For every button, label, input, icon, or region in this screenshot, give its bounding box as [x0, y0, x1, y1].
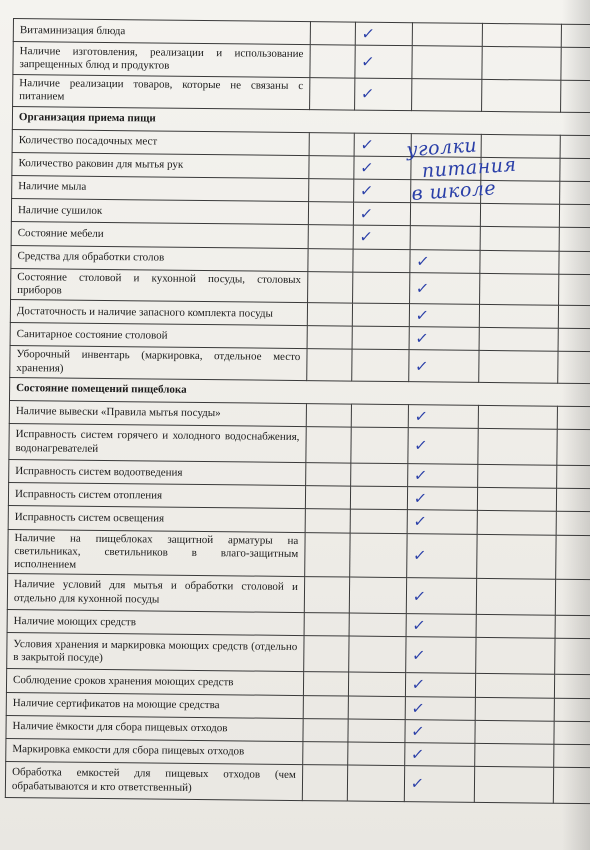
check-mark-icon: ✓ [414, 306, 430, 325]
mark-cell [411, 79, 482, 111]
check-mark-icon: ✓ [411, 546, 428, 565]
mark-cell [303, 672, 348, 696]
mark-cell [409, 272, 480, 304]
mark-cell [404, 766, 475, 803]
mark-cell [478, 464, 557, 488]
check-mark-icon: ✓ [412, 466, 429, 485]
mark-cell [352, 350, 409, 382]
mark-cell [405, 696, 476, 720]
handwritten-note-line: в школе [410, 177, 497, 206]
mark-cell [482, 47, 561, 81]
check-mark-icon: ✓ [360, 52, 376, 71]
mark-cell [308, 202, 353, 226]
mark-cell [475, 697, 554, 721]
mark-cell [480, 273, 559, 305]
check-mark-icon: ✓ [410, 675, 426, 694]
mark-cell [411, 133, 482, 157]
mark-cell [409, 304, 480, 328]
mark-cell [303, 695, 348, 719]
mark-cell [481, 180, 560, 204]
criterion-text: Достаточность и наличие запасного комплекта посуды [10, 300, 307, 326]
mark-cell [478, 488, 557, 512]
mark-cell [305, 509, 350, 533]
mark-cell [349, 636, 406, 673]
mark-cell [476, 638, 555, 675]
criterion-text: Количество посадочных мест [12, 129, 309, 155]
check-mark-icon: ✓ [359, 135, 375, 154]
criterion-text: Исправность систем освещения [8, 506, 305, 532]
mark-cell [350, 533, 408, 578]
mark-cell [309, 78, 354, 110]
check-mark-icon: ✓ [409, 745, 426, 764]
mark-cell [477, 534, 556, 579]
mark-cell [309, 132, 354, 156]
mark-cell [304, 532, 350, 577]
checklist-row [5, 762, 590, 804]
mark-cell [307, 271, 352, 303]
mark-cell [481, 157, 560, 181]
check-mark-icon: ✓ [412, 512, 428, 531]
mark-cell [408, 464, 479, 488]
mark-cell [350, 509, 407, 533]
check-mark-icon: ✓ [414, 329, 430, 348]
criterion-text: Средства для обработки столов [11, 245, 308, 271]
criterion-text: Наличие реализации товаров, которые не связаны с питанием [13, 75, 310, 109]
check-mark-icon: ✓ [358, 227, 374, 247]
mark-cell [354, 156, 411, 180]
mark-cell [410, 203, 481, 227]
check-mark-icon: ✓ [414, 279, 431, 298]
mark-cell [409, 327, 480, 351]
criterion-text: Наличие ёмкости для сбора пищевых отходов [6, 715, 303, 741]
mark-cell [355, 22, 412, 46]
mark-cell [407, 487, 478, 511]
criterion-text: Наличие моющих средств [7, 610, 304, 636]
criterion-text: Количество раковин для мытья рук [12, 152, 309, 178]
mark-cell [405, 719, 476, 743]
check-mark-icon: ✓ [411, 616, 427, 635]
mark-cell [306, 427, 351, 463]
mark-cell [304, 613, 349, 637]
mark-cell [480, 250, 559, 274]
checklist-row [8, 529, 590, 580]
mark-cell [307, 349, 352, 381]
mark-cell [351, 427, 408, 464]
mark-cell [353, 179, 410, 203]
mark-cell [478, 405, 557, 429]
mark-cell [481, 204, 560, 228]
mark-cell [351, 404, 408, 428]
mark-cell [405, 743, 476, 767]
check-mark-icon: ✓ [358, 181, 375, 200]
mark-cell [348, 672, 405, 696]
mark-cell [411, 180, 482, 204]
check-mark-icon: ✓ [358, 204, 374, 223]
mark-cell [407, 510, 478, 534]
check-mark-icon: ✓ [358, 158, 375, 177]
mark-cell [303, 741, 348, 765]
criterion-text: Наличие на пищеблоках защитной арматуры на светильниках, светильников в влаго-защитным исполнением [8, 529, 305, 577]
mark-cell [412, 23, 483, 47]
mark-cell [481, 134, 560, 158]
mark-cell [408, 428, 479, 465]
mark-cell [353, 225, 410, 249]
criterion-text: Наличие изготовления, реализации и использование запрещенных блюд и продуктов [13, 42, 310, 78]
mark-cell [407, 533, 478, 578]
mark-cell [479, 328, 558, 352]
mark-cell [406, 637, 477, 674]
mark-cell [352, 326, 409, 350]
mark-cell [412, 46, 483, 80]
section-title: Состояние помещений пищеблока [9, 377, 590, 406]
mark-cell [350, 463, 407, 487]
criterion-text: Наличие мыла [12, 175, 309, 201]
mark-cell [307, 326, 352, 350]
mark-cell [476, 615, 555, 639]
criterion-text: Обработка емкостей для пищевых отходов (чем обрабатываются и кто ответственный) [5, 762, 302, 801]
mark-cell [354, 133, 411, 157]
criterion-text: Наличие условий для мытья и обработки столовой и отдельно для кухонной посуды [7, 574, 304, 613]
mark-cell [348, 742, 405, 766]
mark-cell [347, 765, 404, 802]
mark-cell [479, 351, 558, 383]
mark-cell [476, 579, 555, 616]
criterion-text: Условия хранения и маркировка моющих средств (отдельно в закрытой посуде) [7, 633, 304, 672]
mark-cell [480, 227, 559, 251]
mark-cell [475, 766, 554, 803]
check-mark-icon: ✓ [359, 84, 376, 104]
criterion-text: Состояние мебели [11, 222, 308, 248]
mark-cell [349, 613, 406, 637]
mark-cell [302, 765, 347, 801]
inspection-checklist-table [5, 18, 590, 804]
criterion-text: Исправность систем горячего и холодного водоснабжения, водонагревателей [9, 423, 306, 462]
mark-cell [353, 202, 410, 226]
criterion-text: Исправность систем водоотведения [9, 459, 306, 485]
mark-cell [482, 80, 561, 112]
mark-cell [310, 22, 355, 46]
check-mark-icon: ✓ [410, 698, 426, 717]
mark-cell [307, 303, 352, 327]
mark-cell [348, 719, 405, 743]
mark-cell [309, 155, 354, 179]
mark-cell [305, 463, 350, 487]
criterion-text: Наличие вывески «Правила мытья посуды» [9, 400, 306, 426]
mark-cell [410, 249, 481, 273]
check-mark-icon: ✓ [410, 721, 426, 741]
mark-cell [306, 403, 351, 427]
mark-cell [477, 511, 556, 535]
criterion-text: Соблюдение сроков хранения моющих средств [6, 669, 303, 695]
mark-cell [406, 614, 477, 638]
mark-cell [352, 303, 409, 327]
check-mark-icon: ✓ [411, 586, 427, 605]
check-mark-icon: ✓ [360, 24, 376, 43]
mark-cell [355, 45, 412, 79]
check-mark-icon: ✓ [410, 645, 427, 665]
criterion-text: Состояние столовой и кухонной посуды, столовых приборов [11, 268, 308, 302]
mark-cell [411, 156, 482, 180]
criterion-text: Витаминизация блюда [13, 19, 310, 45]
mark-cell [478, 428, 557, 465]
mark-cell [354, 78, 411, 110]
page-edge-shadow [562, 0, 590, 850]
mark-cell [310, 45, 355, 78]
mark-cell [303, 718, 348, 742]
check-mark-icon: ✓ [413, 356, 430, 375]
check-mark-icon: ✓ [409, 774, 425, 793]
check-mark-icon: ✓ [412, 489, 428, 508]
mark-cell [480, 304, 559, 328]
mark-cell [482, 23, 561, 47]
handwritten-note-line: уголки [405, 134, 478, 162]
mark-cell [304, 577, 349, 613]
check-mark-icon: ✓ [413, 436, 429, 455]
mark-cell [476, 674, 555, 698]
check-mark-icon: ✓ [415, 251, 431, 270]
handwritten-note-line: питания [421, 153, 518, 183]
mark-cell [353, 249, 410, 273]
criterion-text: Наличие сертификатов на моющие средства [6, 692, 303, 718]
mark-cell [308, 179, 353, 203]
mark-cell [475, 720, 554, 744]
section-title: Организация приема пищи [12, 106, 590, 135]
criterion-text: Исправность систем отопления [8, 483, 305, 509]
mark-cell [408, 404, 479, 428]
criterion-text: Санитарное состояние столовой [10, 323, 307, 349]
mark-cell [308, 225, 353, 249]
mark-cell [348, 696, 405, 720]
mark-cell [303, 636, 348, 672]
mark-cell [409, 350, 480, 382]
mark-cell [308, 248, 353, 272]
criterion-text: Наличие сушилок [11, 199, 308, 225]
mark-cell [305, 486, 350, 510]
mark-cell [350, 486, 407, 510]
criterion-text: Маркировка емкости для сбора пищевых отходов [6, 738, 303, 764]
check-mark-icon: ✓ [413, 407, 429, 426]
criterion-text: Уборочный инвентарь (маркировка, отдельное место хранения) [10, 346, 307, 380]
mark-cell [349, 577, 406, 614]
mark-cell [352, 272, 409, 304]
mark-cell [406, 578, 477, 615]
mark-cell [475, 743, 554, 767]
mark-cell [410, 226, 481, 250]
mark-cell [405, 673, 476, 697]
